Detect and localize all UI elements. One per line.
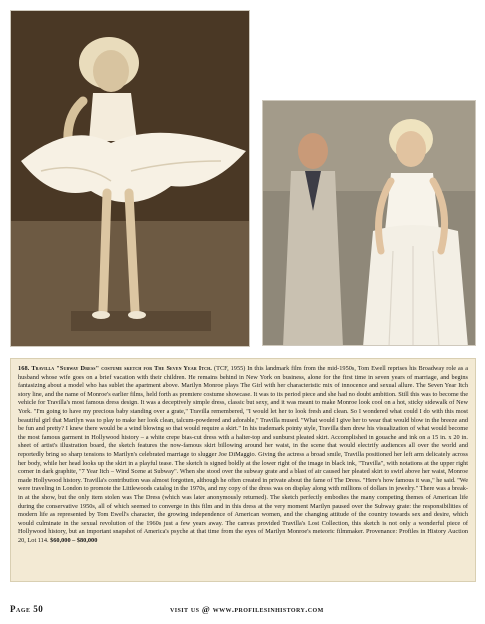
photo-ewell-and-monroe xyxy=(262,100,476,346)
photo-right-illustration xyxy=(263,101,476,346)
page-number: Page 50 xyxy=(10,604,44,614)
lot-estimate: $60,000 – $80,000 xyxy=(50,536,98,544)
website-link[interactable]: visit us @ www.profilesinhistory.com xyxy=(170,604,324,614)
lot-body: (TCF, 1955) In this landmark film from the mid-1950s, Tom Ewell reprises his Broadway role as a husband whose wife goes on a brief vacation with their children. He remains behind in New York on business, alone for the first time in seven years of marriage, and begins fantasizing about a model who has sublet the apartment above. Marilyn Monroe plays The Girl with her characteristic mix of innocence and sexual allure. The Seven Year Itch story line, and the name of Monroe's earlier films, held forth as premiere costume showcase. It was to its period piece and she had no doubt ambition. Still this was to become the vehicle for Travilla's most famous dress design. It was a deceptively simple dress, classic but sexy, and it was meant to make Monroe look cool on a hot, sticky sidewalk of New York. "I'm going to have my precious baby standing over a grate," Travilla remembered, "I would let her to look fresh and clean. So I wondered what could I do with this most beautiful girl that Marilyn was to play to make her look clean, talcum-powdered and adorable," Travilla mused. "What would I give her to wear that would blow in the breeze and be fun and pretty? I knew there would be a wind blowing so that would require a skirt." In his trademark pointy style, Travilla then drew his visualization of what would become the most famous garment in Hollywood history – a white crepe bias-cut dress with a halter-top and sunburst pleated skirt. Accomplished in gouache and ink on a 15 in. x 20 in. sheet of artist's illustration board, the sketch features the now-famous skirt billowing around her waist, in the scene that would electrify audiences all over the world and reportedly bring so sharp tensions to Marilyn's celebrated marriage to slugger Joe DiMaggio. Giving the actress a broad smile, Travilla positioned her left arm delicately across her body, while her head looks up the skirt in a playful tease. The sketch is signed boldly at the lower right of the image in black ink, "Travilla", with notations at the upper right corner in dark graphite, "7 Year Itch – Wind Scene at Subway". When she stood over the subway grate and a blast of air caused her pleated skirt to swirl above her waist, Monroe made Hollywood history. Travilla's contribution was almost forgotten, although he often created in private about the fame of The Dress. "Here's how famous it was," he said. "We were traveling in London to promote the Littlewoods catalog in the 1970s, and my copy of the dress was on display along with millions of dollars in jewelry." There was a break-in at the show, but the only item stolen was The Dress (which was later anonymously returned). The sketch perfectly embodies the many competing themes of American life during the conservative 1950s, all of which seemed to converge in this film and in this dress at the very moment Marilyn paused over the Subway grate: the responsibilities of modern life as represented by Tom Ewell's character, the growing independence of American women, and the changing attitude of the country towards sex and desire, which would culminate in the sexual revolution of the 1960s just a few years away. The canvas provided Travilla's Lost Collection, this sketch is not only a wonderful piece of Hollywood history, but an important snapshot of America's psyche at that time from the eyes of Marilyn Monroe's meteoric filmmaker. Provenance: Profiles in History Auction 20, Lot 114. xyxy=(18,365,468,544)
photo-marilyn-white-dress xyxy=(10,10,250,347)
photo-left-illustration xyxy=(11,11,250,347)
lot-heading: 168. Travilla "Subway Dress" costume sketch for The Seven Year Itch. xyxy=(18,365,214,372)
lot-description xyxy=(10,358,476,582)
